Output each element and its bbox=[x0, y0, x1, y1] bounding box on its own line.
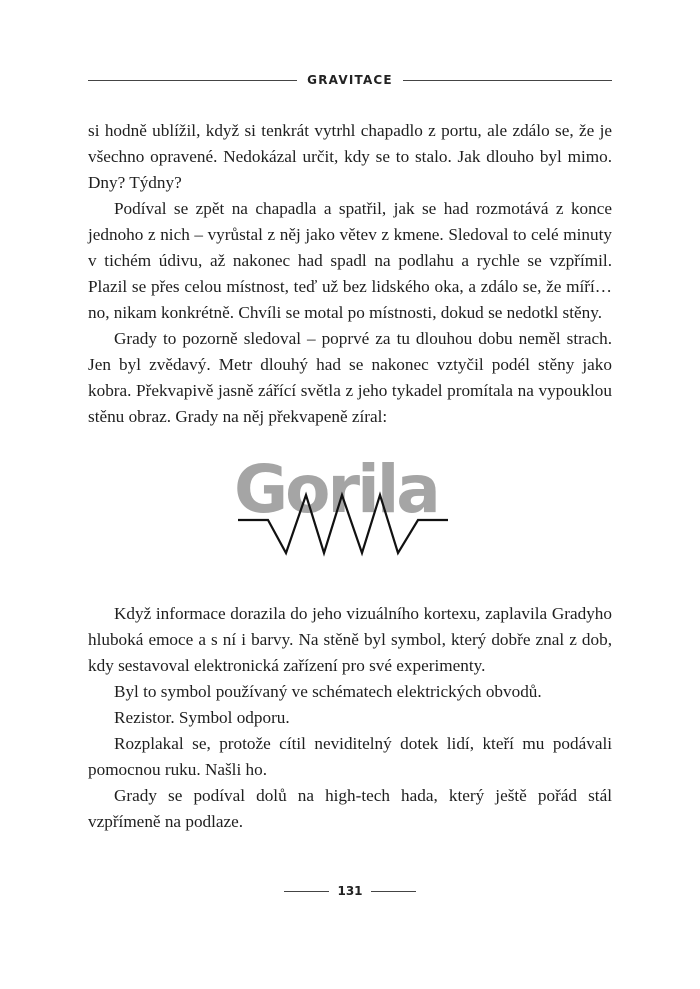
publisher-watermark: Gorila bbox=[234, 451, 438, 528]
header-rule-right bbox=[403, 80, 612, 81]
paragraph: Podíval se zpět na chapadla a spatřil, jak se had rozmotává z konce jednoho z nich – vyrůstal z něj jako větev z kmene. Sledoval to celé minuty v tichém údivu, až nakonec had spadl na podlahu a rychle se vzpřímil. Plazil se přes celou místnost, teď už bez lidského oka, a zdálo se, že míří… no, nikam konkrétně. Chvíli se motal po místnosti, dokud se nedotkl stěny. bbox=[88, 199, 612, 322]
header-rule-left bbox=[88, 80, 297, 81]
footer-rule-right bbox=[371, 891, 416, 892]
header-title: GRAVITACE bbox=[307, 73, 393, 87]
resistor-symbol bbox=[238, 495, 448, 553]
page-number: 131 bbox=[337, 884, 363, 898]
resistor-symbol-figure bbox=[226, 451, 476, 565]
paragraph: Rozplakal se, protože cítil neviditelný dotek lidí, kteří mu podávali pomocnou ruku. Našli ho. bbox=[88, 734, 612, 779]
footer-rule-left bbox=[284, 891, 329, 892]
paragraph: si hodně ublížil, když si tenkrát vytrhl chapadlo z portu, ale zdálo se, že je všechno opravené. Nedokázal určit, kdy se to stalo. Jak dlouho byl mimo. Dny? Týdny? bbox=[88, 121, 612, 192]
paragraph: Grady to pozorně sledoval – poprvé za tu dlouhou dobu neměl strach. Jen byl zvědavý. Metr dlouhý had se nakonec vztyčil podél stěny jako kobra. Překvapivě jasně zářící světla z jeho tykadel promítala na vypouklou stěnu obraz. Grady na něj překvapeně zíral: bbox=[88, 329, 612, 426]
page-footer bbox=[284, 882, 416, 900]
paragraph: Byl to symbol používaný ve schématech elektrických obvodů. bbox=[114, 682, 542, 701]
paragraph: Grady se podíval dolů na high-tech hada, který ještě pořád stál vzpřímeně na podlaze. bbox=[88, 786, 612, 831]
body-text-bottom bbox=[88, 601, 612, 835]
body-text-top bbox=[88, 118, 612, 430]
paragraph: Rezistor. Symbol odporu. bbox=[114, 708, 290, 727]
paragraph: Když informace dorazila do jeho vizuálního kortexu, zaplavila Gradyho hluboká emoce a s ní i barvy. Na stěně byl symbol, který dobře znal z dob, kdy sestavoval elektronická zařízení pro své experimenty. bbox=[88, 604, 612, 675]
running-header bbox=[88, 69, 612, 91]
